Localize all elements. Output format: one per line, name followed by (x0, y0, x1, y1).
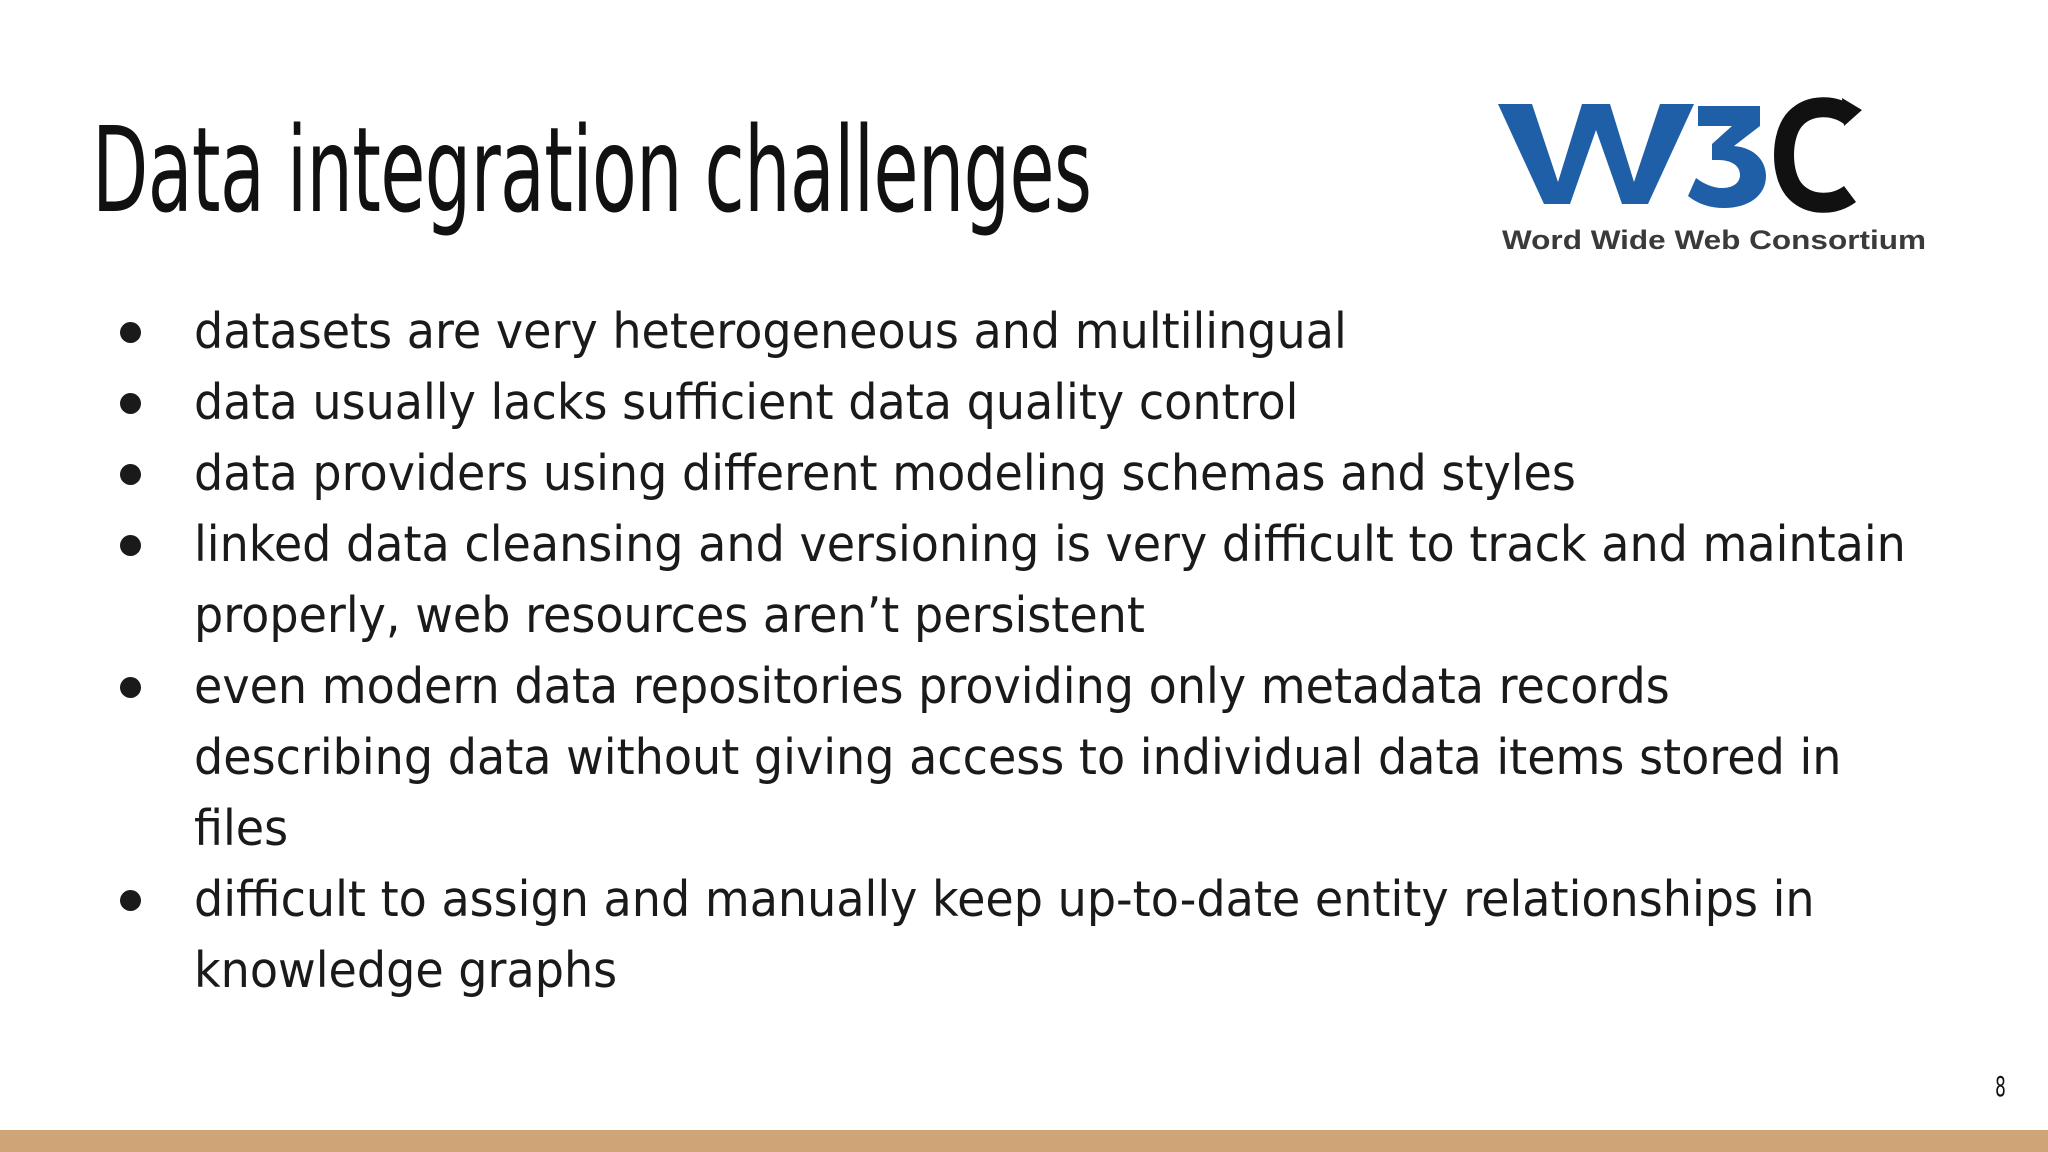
list-item (110, 864, 1960, 1006)
list-item (110, 438, 1960, 509)
bullet-text: difficult to assign and manually keep up-to-date entity relationships in knowledge graphs (194, 871, 1815, 999)
bullet-dot (120, 890, 141, 911)
page-number: 8 (1995, 1070, 2006, 1103)
w3c-logo-c-accent (1842, 98, 1862, 126)
footer-accent-bar (0, 1130, 2048, 1152)
list-item (110, 509, 1960, 651)
bullet-dot (120, 464, 141, 485)
bullet-text: datasets are very heterogeneous and multilingual (194, 303, 1347, 360)
bullet-dot (120, 535, 141, 556)
bullet-dot (120, 677, 141, 698)
bullet-text: data providers using different modeling schemas and styles (194, 445, 1576, 502)
w3c-logo (1498, 96, 1930, 260)
bullet-text: linked data cleansing and versioning is very difficult to track and maintain properly, web resources aren’t persistent (194, 516, 1906, 644)
bullet-dot (120, 393, 141, 414)
slide-title: Data integration challenges (92, 101, 1092, 239)
w3c-logo-w (1498, 104, 1694, 204)
w3c-logo-3 (1688, 106, 1766, 208)
list-item (110, 651, 1960, 864)
bullet-list (110, 296, 1960, 1006)
list-item (110, 296, 1960, 367)
list-item (110, 367, 1960, 438)
bullet-text: even modern data repositories providing only metadata records describing data without giving access to individual data items stored in files (194, 658, 1842, 857)
w3c-logo-c (1784, 107, 1850, 203)
bullet-dot (120, 322, 141, 343)
w3c-logo-caption: Word Wide Web Consortium (1502, 225, 1926, 255)
bullet-text: data usually lacks sufficient data quality control (194, 374, 1299, 431)
